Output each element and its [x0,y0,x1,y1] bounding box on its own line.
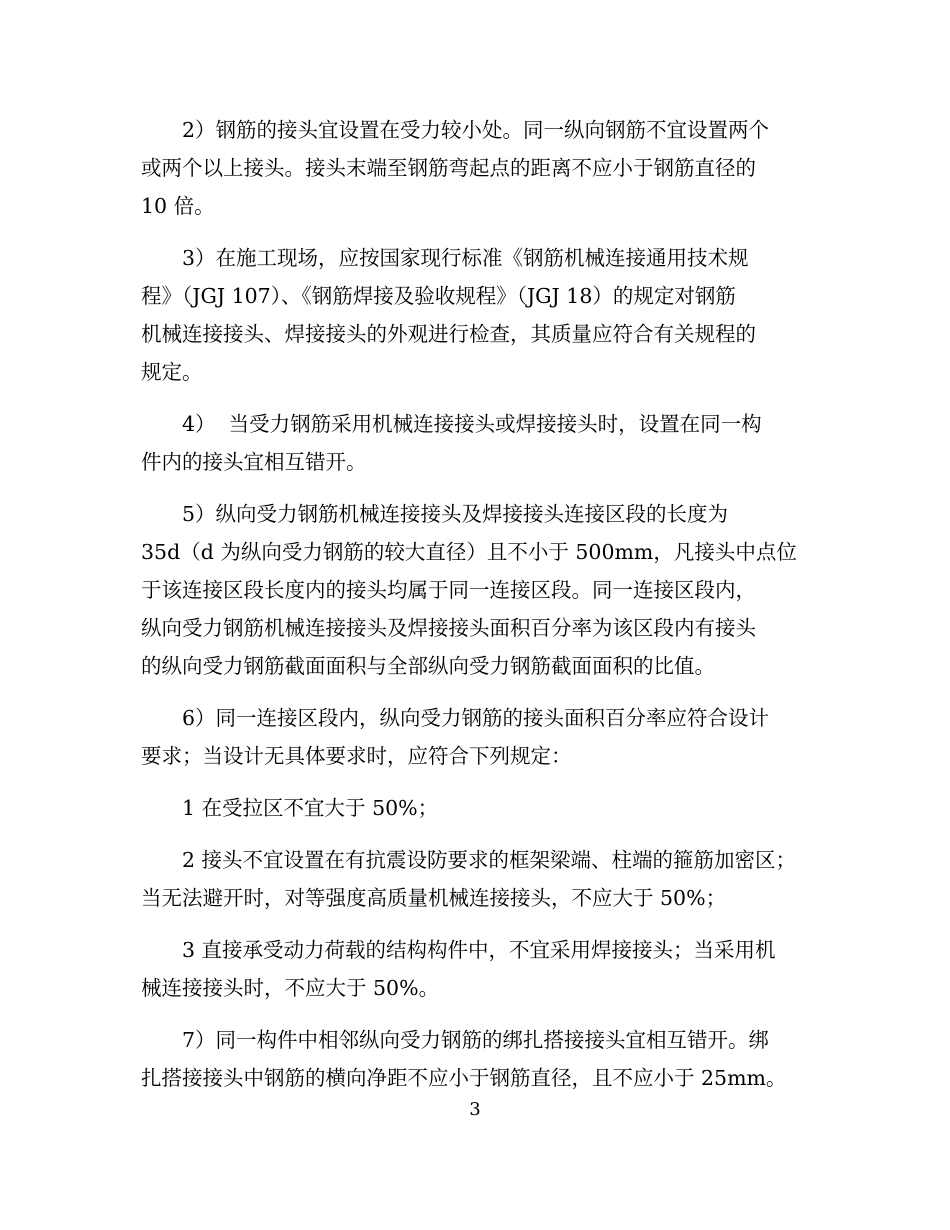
text-line: 纵向受力钢筋机械连接接头及焊接接头面积百分率为该区段内有接头 [141,616,756,640]
text-line: 7）同一构件中相邻纵向受力钢筋的绑扎搭接接头宜相互错开。绑 [182,1028,770,1052]
text-line: 6）同一连接区段内，纵向受力钢筋的接头面积百分率应符合设计 [182,706,770,730]
text-line: 机械连接接头、焊接接头的外观进行检查，其质量应符合有关规程的 [141,322,756,346]
text-line: 2）钢筋的接头宜设置在受力较小处。同一纵向钢筋不宜设置两个 [182,118,770,142]
text-line: 规定。 [141,360,203,384]
paragraph-3 [141,239,821,391]
list-item-3 [141,931,821,1007]
text-line: 4） 当受力钢筋采用机械连接接头或焊接接头时，设置在同一构 [182,412,762,436]
paragraph-2 [141,111,821,225]
text-line: 35d（d 为纵向受力钢筋的较大直径）且不小于 500mm，凡接头中点位 [141,540,797,564]
document-body [141,111,821,1111]
text-line: 10 倍。 [141,194,215,218]
text-line: 5）纵向受力钢筋机械连接接头及焊接接头连接区段的长度为 [182,502,729,526]
text-line: 扎搭接接头中钢筋的横向净距不应小于钢筋直径，且不应小于 25mm。 [141,1066,787,1090]
page-number: 3 [469,1099,481,1120]
text-line: 2 接头不宜设置在有抗震设防要求的框架梁端、柱端的箍筋加密区； [182,848,797,872]
text-line: 件内的接头宜相互错开。 [141,450,367,474]
text-line: 程》（JGJ 107）、《钢筋焊接及验收规程》（JGJ 18）的规定对钢筋 [141,284,736,308]
paragraph-6 [141,699,821,775]
list-item-1 [141,789,821,827]
text-line: 3）在施工现场，应按国家现行标准《钢筋机械连接通用技术规 [182,246,749,270]
text-line: 要求；当设计无具体要求时，应符合下列规定： [141,744,572,768]
paragraph-7 [141,1021,821,1097]
list-item-2 [141,841,821,917]
text-line: 当无法避开时，对等强度高质量机械连接接头，不应大于 50%； [141,886,727,910]
text-line: 的纵向受力钢筋截面面积与全部纵向受力钢筋截面面积的比值。 [141,654,715,678]
text-line: 1 在受拉区不宜大于 50%； [182,796,439,820]
text-line: 械连接接头时，不应大于 50%。 [141,976,440,1000]
paragraph-4 [141,405,821,481]
text-line: 3 直接承受动力荷载的结构构件中，不宜采用焊接接头；当采用机 [182,938,776,962]
paragraph-5 [141,495,821,685]
text-line: 或两个以上接头。接头末端至钢筋弯起点的距离不应小于钢筋直径的 [141,156,756,180]
text-line: 于该连接区段长度内的接头均属于同一连接区段。同一连接区段内， [141,578,756,602]
